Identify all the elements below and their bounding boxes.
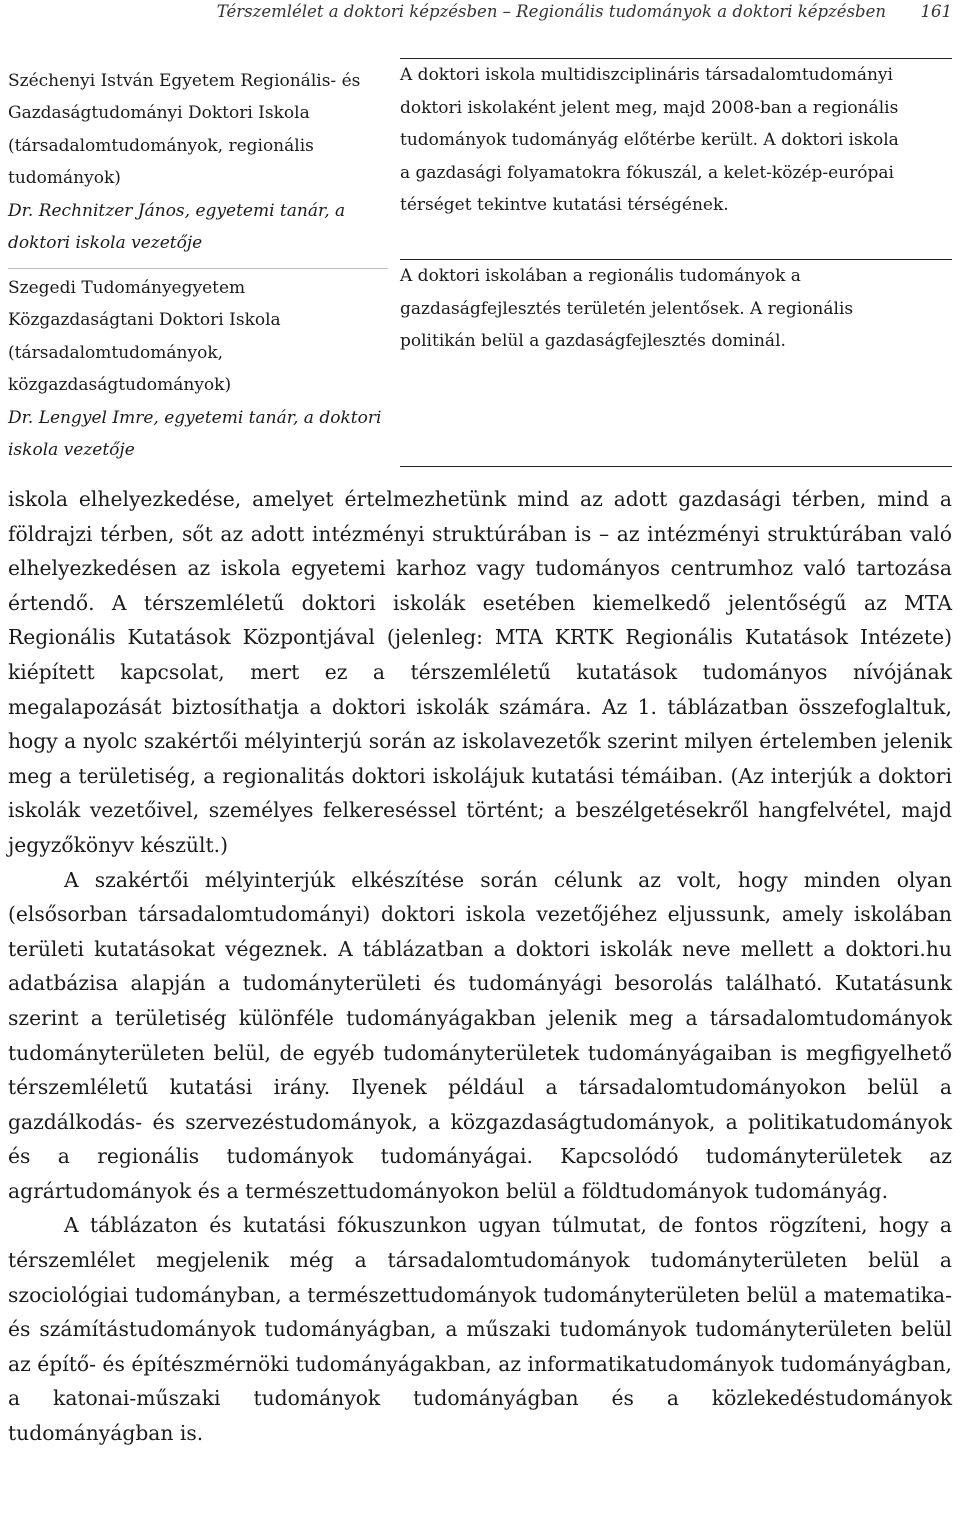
running-head [8, 2, 952, 28]
school-description: A doktori iskola multidiszciplináris társadalomtudományi doktori iskolaként jelent meg, majd 2008-ban a regionális tudományok tudományág előtérbe került. A doktori iskola a gazdasági folyamatokra fókuszál, a kelet-közép-európai térséget tekintve kutatási térségének. [400, 65, 899, 215]
school-leader: Dr. Lengyel Imre, egyetemi tanár, a doktori iskola vezetője [8, 407, 382, 460]
description-cell [400, 260, 952, 467]
paragraph: A táblázaton és kutatási fókuszunkon ugyan túlmutat, de fontos rögzíteni, hogy a térszemlélet megjelenik még a társadalomtudományok tudományterületen belül a szociológiai tudományban, a természettudományok tudományterületen belül a matematika- és számítástudományok tudományágban, a műszaki tudományok tudományterületen belül az építő- és építészmérnöki tudományágakban, az informatikatudományok tudományágban, a katonai-műszaki tudományok tudományágban és a közlekedéstudományok tudományágban is. [8, 1213, 952, 1446]
table-row [8, 59, 952, 260]
page-number: 161 [920, 2, 952, 21]
description-cell [400, 59, 952, 260]
school-cell [8, 260, 400, 467]
school-cell [8, 59, 400, 260]
paragraph: iskola elhelyezkedése, amelyet értelmezhetünk mind az adott gazdasági térben, mind a földrajzi térben, sőt az adott intézményi struktúrában is – az intézményi struktúrában való elhelyezkedésen az iskola egyetemi karhoz vagy tudományos centrumhoz való tartozása értendő. A térszemléletű doktori iskolák esetében kiemelkedő jelentőségű az MTA Regionális Kutatások Központjával (jelenleg: MTA KRTK Regionális Kutatások Intézete) kiépített kapcsolat, mert ez a térszemléletű kutatások tudományos nívójának megalapozását biztosíthatja a doktori iskolák számára. Az 1. táblázatban összefoglaltuk, hogy a nyolc szakértői mélyinterjú során az iskolavezetők szerint milyen értelemben jelenik meg a területiség, a regionalitás doktori iskolájuk kutatási témáiban. (Az interjúk a doktori iskolák vezetőivel, személyes felkereséssel történt; a beszélgetésekről hangfelvétel, majd jegyzőkönyv készült.) [8, 487, 952, 857]
table-row [8, 260, 952, 467]
running-head-title: Térszemlélet a doktori képzésben – Regionális tudományok a doktori képzésben [216, 2, 886, 21]
body-text [8, 482, 952, 1451]
paragraph: A szakértői mélyinterjúk elkészítése során célunk az volt, hogy minden olyan (elsősorban társadalomtudományi) doktori iskola vezetőjéhez eljussunk, amely iskolában területi kutatásokat végeznek. A táblázatban a doktori iskolák neve mellett a doktori.hu adatbázisa alapján a tudományterületi és tudományági besorolás található. Kutatásunk szerint a területiség különféle tudományágakban jelenik meg a társadalomtudományok tudományterületen belül, de egyéb tudományterületek tudományágaiban is megfigyelhető térszemléletű kutatási irány. Ilyenek például a társadalomtudományokon belül a gazdálkodás- és szervezéstudományok, a közgazdaságtudományok, a politikatudományok és a regionális tudományok tudományágai. Kapcsolódó tudományterületek az agrártudományok és a természettudományokon belül a földtudományok tudományág. [8, 867, 952, 1203]
doctoral-schools-table [8, 58, 952, 467]
school-name: Széchenyi István Egyetem Regionális- és Gazdaságtudományi Doktori Iskola (társadalomtudományok, regionális tudományok) [8, 70, 361, 188]
school-description: A doktori iskolában a regionális tudományok a gazdaságfejlesztés területén jelentősek. A regionális politikán belül a gazdaságfejlesztés dominál. [400, 266, 854, 351]
school-name: Szegedi Tudományegyetem Közgazdaságtani Doktori Iskola (társadalomtudományok, közgazdaságtudományok) [8, 277, 281, 395]
school-leader: Dr. Rechnitzer János, egyetemi tanár, a doktori iskola vezetője [8, 200, 346, 253]
row-separator [8, 268, 388, 269]
